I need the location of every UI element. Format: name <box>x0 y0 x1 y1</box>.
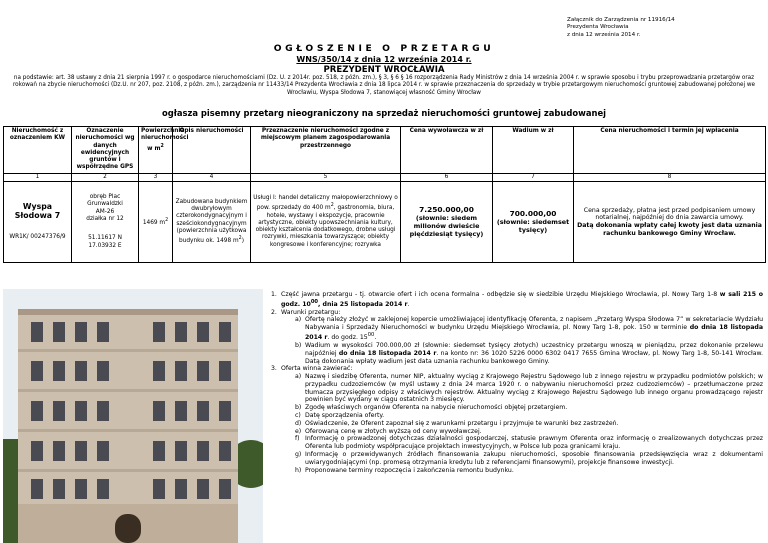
term-2b <box>269 342 763 365</box>
document-title: OGŁOSZENIE O PRZETARGU <box>273 43 495 54</box>
property-table <box>3 126 766 263</box>
term-3 <box>269 365 763 373</box>
document-number: WNS/350/14 z dnia 12 września 2014 r. <box>296 55 472 64</box>
legal-basis: na podstawie: art. 38 ustawy z dnia 21 sierpnia 1997 r. o gospodarce nieruchomościami (Dz. U. z 2014r. poz. 518, z późn. zm.), § 3, § 6 § 16 rozporządzenia Rady Ministrów z dnia 14 września 2004 r. w sprawie sposobu i trybu przeprowadzania przetargów oraz rokowań na zbycie nieruchomości (Dz.U. nr 207, poz. 2108, z późn. zm.), zarządzenia nr 11433/14 Prezydenta Wrocławia z dnia 18 lipca 2014 r. w sprawie przeznaczenia do sprzedaży w trybie przetargowym nieruchomości gruntowej zabudowanej położonej we Wrocławiu, Wyspa Słodowa 7, stanowiącej własność Gminy Wrocław <box>12 75 756 96</box>
purpose-text-cont: , gastronomia, biura, hotele, wystawy i ekspozycje, pracownie artystyczne, obiekty upowszechniania kultury, obiekty kształcenia dodatkowego, drobne usługi rozrywki, mieszkania towarzyszące; obiekty kongresowe i konferencyjne; rozrywka <box>255 205 396 248</box>
window <box>197 361 209 381</box>
column-header: Cena wywoławcza w zł <box>401 127 493 174</box>
description-end: ) <box>241 238 244 245</box>
term-3h-text: Proponowane terminy rozpoczęcia i zakończenia remontu budynku. <box>305 466 514 474</box>
window <box>75 401 87 421</box>
term-3-text: Oferta winna zawierać: <box>281 365 353 373</box>
purpose-sup: 2 <box>330 203 334 209</box>
window <box>153 479 165 499</box>
starting-price: 7.250.000,00 <box>419 205 474 215</box>
term-1-date: , dnia 25 listopada 2014 r <box>318 300 408 308</box>
column-number: 3 <box>139 173 173 181</box>
announcement-heading: ogłasza pisemny przetarg nieograniczony na sprzedaż nieruchomości gruntowej zabudowanej <box>162 108 606 118</box>
term-3c <box>269 412 763 420</box>
window <box>153 441 165 461</box>
building-photo <box>3 289 263 543</box>
property-name: Wyspa Słodowa 7 <box>14 202 61 221</box>
window <box>97 322 109 342</box>
term-2a-sup: 00 <box>367 332 375 339</box>
term-2b-text-cont: . na konto nr: 36 1020 5226 0000 6302 0417 7655 Gmina Wrocław, pl. Nowy Targ 1-8, 50-141 Wrocław. Datą dokonania wpłaty wadium jest data uznania rachunku bankowego Gminy. <box>305 349 764 365</box>
window <box>53 401 65 421</box>
window <box>75 479 87 499</box>
column-header-sup: 2 <box>160 143 164 149</box>
subterm-letter: a) <box>295 373 302 381</box>
land-register-number: WR1K/ 00247376/9 <box>9 234 66 241</box>
column-number: 4 <box>173 173 251 181</box>
subterm-letter: b) <box>295 341 302 349</box>
window <box>153 322 165 342</box>
window <box>53 479 65 499</box>
window <box>53 361 65 381</box>
window <box>97 479 109 499</box>
window <box>97 441 109 461</box>
window <box>175 441 187 461</box>
deposit-cell <box>493 182 574 263</box>
subterm-letter: d) <box>295 419 302 427</box>
term-2a-text: Ofertę należy złożyć w zaklejonej kopercie umożliwiającej identyfikację Oferenta, z napisem „Przetarg Wyspa Słodowa 7” w sekretariacie Wydziału Nabywania i Sprzedaży Nieruchomości w budynku Urzędu Miejskiego Wrocławia, pl. Nowy Targ 1-8, pok. 150 w terminie <box>305 316 763 332</box>
term-3d <box>269 420 763 428</box>
register-map-sheet: AM-26 <box>95 208 115 215</box>
window <box>53 441 65 461</box>
window <box>97 401 109 421</box>
window <box>75 441 87 461</box>
column-number: 2 <box>72 173 139 181</box>
term-1-text: Część jawna przetargu - tj. otwarcie ofert i ich ocena formalna - odbędzie się w siedzibie Urzędu Miejskiego Wrocławia, pl. Nowy Targ 1-8 <box>281 291 720 298</box>
register-precinct: obręb Plac Grunwaldzki <box>87 194 123 208</box>
price-cell <box>401 182 493 263</box>
subterm-letter: b) <box>295 404 302 412</box>
term-3f-text: Informację o prowadzonej dotychczas działalności gospodarczej, statusie prawnym Oferenta oraz informację o zrealizowanych dotychczas przez Oferenta lub podmioty współpracujące projektach inwestycyjnych, w Polsce lub poza granicami kraju. <box>305 435 763 451</box>
gps-longitude: 17.03932 E <box>88 242 122 249</box>
window <box>97 361 109 381</box>
window <box>175 401 187 421</box>
area-value: 1469 m <box>142 219 166 226</box>
window <box>219 322 231 342</box>
subterm-letter: f) <box>295 435 300 443</box>
term-number: 2. <box>271 308 277 316</box>
description-cell <box>173 182 251 263</box>
payment-terms: Cena sprzedaży, płatna jest przed podpisaniem umowy notarialnej, najpóźniej do dnia zawarcia umowy. <box>583 206 756 222</box>
window <box>219 479 231 499</box>
window <box>31 401 43 421</box>
column-number: 7 <box>493 173 574 181</box>
window <box>175 479 187 499</box>
column-number-row <box>4 173 766 181</box>
subterm-letter: g) <box>295 451 302 459</box>
column-header: Nieruchomość z oznaczeniem KW <box>4 127 72 174</box>
subterm-letter: a) <box>295 316 302 324</box>
term-3d-text: Oświadczenie, że Oferent zapoznał się z warunkami przetargu i przyjmuje te warunki bez zastrzeżeń. <box>305 419 619 427</box>
term-number: 3. <box>271 365 277 373</box>
window <box>75 322 87 342</box>
column-header: Wadium w zł <box>493 127 574 174</box>
payment-cell <box>574 182 766 263</box>
window <box>75 361 87 381</box>
window <box>31 361 43 381</box>
gps-latitude: 51.11617 N <box>88 235 122 242</box>
column-number: 5 <box>251 173 401 181</box>
window <box>153 361 165 381</box>
window <box>31 479 43 499</box>
window <box>219 401 231 421</box>
term-2b-deadline: do dnia 18 listopada 2014 r <box>338 349 437 357</box>
term-number: 1. <box>271 291 277 298</box>
term-3b-text: Zgodę właściwych organów Oferenta na nabycie nieruchomości objętej przetargiem. <box>305 404 568 412</box>
window <box>153 401 165 421</box>
authority-name: PREZYDENT WROCŁAWIA <box>323 65 445 75</box>
column-header: Opis nieruchomości <box>173 127 251 174</box>
window <box>197 401 209 421</box>
window <box>53 322 65 342</box>
tender-terms <box>269 291 763 474</box>
term-1-sup: 00 <box>310 298 319 305</box>
term-3a-text: Nazwę i siedzibę Oferenta, numer NIP, aktualny wyciąg z Krajowego Rejestru Sądowego lub z innego rejestru w przypadku podmiotów polskich; w przypadku cudzoziemców (w myśl ustawy z dnia 24 marca 1920 r. o nabywaniu nieruchomości przez cudzoziemców) – przetłumaczone przez tłumacza przysięgłego odpisy z właściwych rejestrów. Aktualny wyciąg z Krajowego Rejestru Sądowego lub innego organu prowadzącego rejestr powinien być wydany w ciągu ostatnich 3 miesięcy. <box>305 373 763 404</box>
term-1-venue: w sali 215 o godz. 10 <box>281 291 763 308</box>
column-number: 1 <box>4 173 72 181</box>
starting-price-words: (słownie: siedem milionów dwieście pięćdziesiąt tysięcy) <box>409 214 484 239</box>
term-2a-end: . <box>374 334 377 342</box>
property-cell <box>4 182 72 263</box>
term-2a-hour: . do godz. 15 <box>327 334 368 342</box>
purpose-text: Usługi I: handel detaliczny małopowierzchniowy o pow. sprzedaży do 400 m <box>253 195 398 212</box>
column-header-text: Powierzchnia nieruchomości w m <box>141 128 189 152</box>
table-header-row <box>4 127 766 174</box>
register-plot: działka nr 12 <box>86 216 124 223</box>
term-2-text: Warunki przetargu: <box>281 308 341 316</box>
term-1-end: . <box>407 300 410 308</box>
column-number: 6 <box>401 173 493 181</box>
register-cell <box>72 182 139 263</box>
term-2a-deadline: do dnia 18 listopada 2014 r <box>305 324 763 342</box>
subterm-letter: c) <box>295 412 301 420</box>
description-text: Zabudowana budynkiem dwubryłowym czterokondygnacyjnym i sześciokondygnacyjnym (powierzchnia użytkowa budynku ok. 1498 m <box>175 198 248 245</box>
annex-line-1: Załącznik do Zarządzenia nr 11916/14 <box>567 17 675 23</box>
window <box>197 479 209 499</box>
term-3a <box>269 373 763 404</box>
term-2a <box>269 316 763 341</box>
description-sup: 2 <box>238 236 242 242</box>
term-1 <box>269 291 763 309</box>
payment-date-note: Datą dokonania wpłaty całej kwoty jest data uznania rachunku bankowego Gminy Wrocław. <box>577 222 762 237</box>
term-3f <box>269 435 763 451</box>
window <box>31 322 43 342</box>
purpose-cell <box>251 182 401 263</box>
term-2b-text: Wadium w wysokości 700.000,00 zł (słownie: siedemset tysięcy złotych) uczestnicy przetargu wnoszą w pieniądzu, przez dokonanie przelewu najpóźniej <box>305 341 763 357</box>
window <box>175 361 187 381</box>
window <box>197 441 209 461</box>
subterm-letter: h) <box>295 466 302 474</box>
window <box>219 441 231 461</box>
deposit-words: (słownie: siedemset tysięcy) <box>496 218 570 235</box>
window <box>31 441 43 461</box>
column-number: 8 <box>574 173 766 181</box>
column-header: Oznaczenie nieruchomości wg danych ewidencyjnych gruntów i współrzędne GPS <box>72 127 139 174</box>
term-3b <box>269 404 763 412</box>
annex-note <box>567 17 675 39</box>
annex-line-3: z dnia 12 września 2014 r. <box>567 31 641 38</box>
deposit-amount: 700.000,00 <box>509 209 557 219</box>
term-3g-text: Informację o przewidywanych źródłach finansowania zakupu nieruchomości, sposobie finansowania przedsięwzięcia wraz z dokumentami uwiarygodniającymi (np. promesą otrzymania kredytu lub z referencjami finansowymi), projekcje finansowe inwestycji. <box>305 451 763 466</box>
area-unit-sup: 2 <box>165 217 169 223</box>
column-header: Cena nieruchomości i termin jej wpłacenia <box>574 127 766 174</box>
term-3g <box>269 451 763 467</box>
term-3c-text: Datę sporządzenia oferty. <box>305 412 385 420</box>
term-3h <box>269 467 763 475</box>
building-photo-icon <box>3 289 263 543</box>
area-cell <box>139 182 173 263</box>
window <box>197 322 209 342</box>
subterm-letter: e) <box>295 427 302 435</box>
annex-line-2: Prezydenta Wrocławia <box>567 24 629 31</box>
term-3e-text: Oferowaną cenę w złotych wyższą od ceny wywoławczej. <box>305 427 482 435</box>
table-row <box>4 182 766 263</box>
column-header: Przeznaczenie nieruchomości zgodne z miejscowym planem zagospodarowania przestrzennego <box>251 127 401 174</box>
column-header <box>139 127 189 174</box>
window <box>219 361 231 381</box>
window <box>175 322 187 342</box>
